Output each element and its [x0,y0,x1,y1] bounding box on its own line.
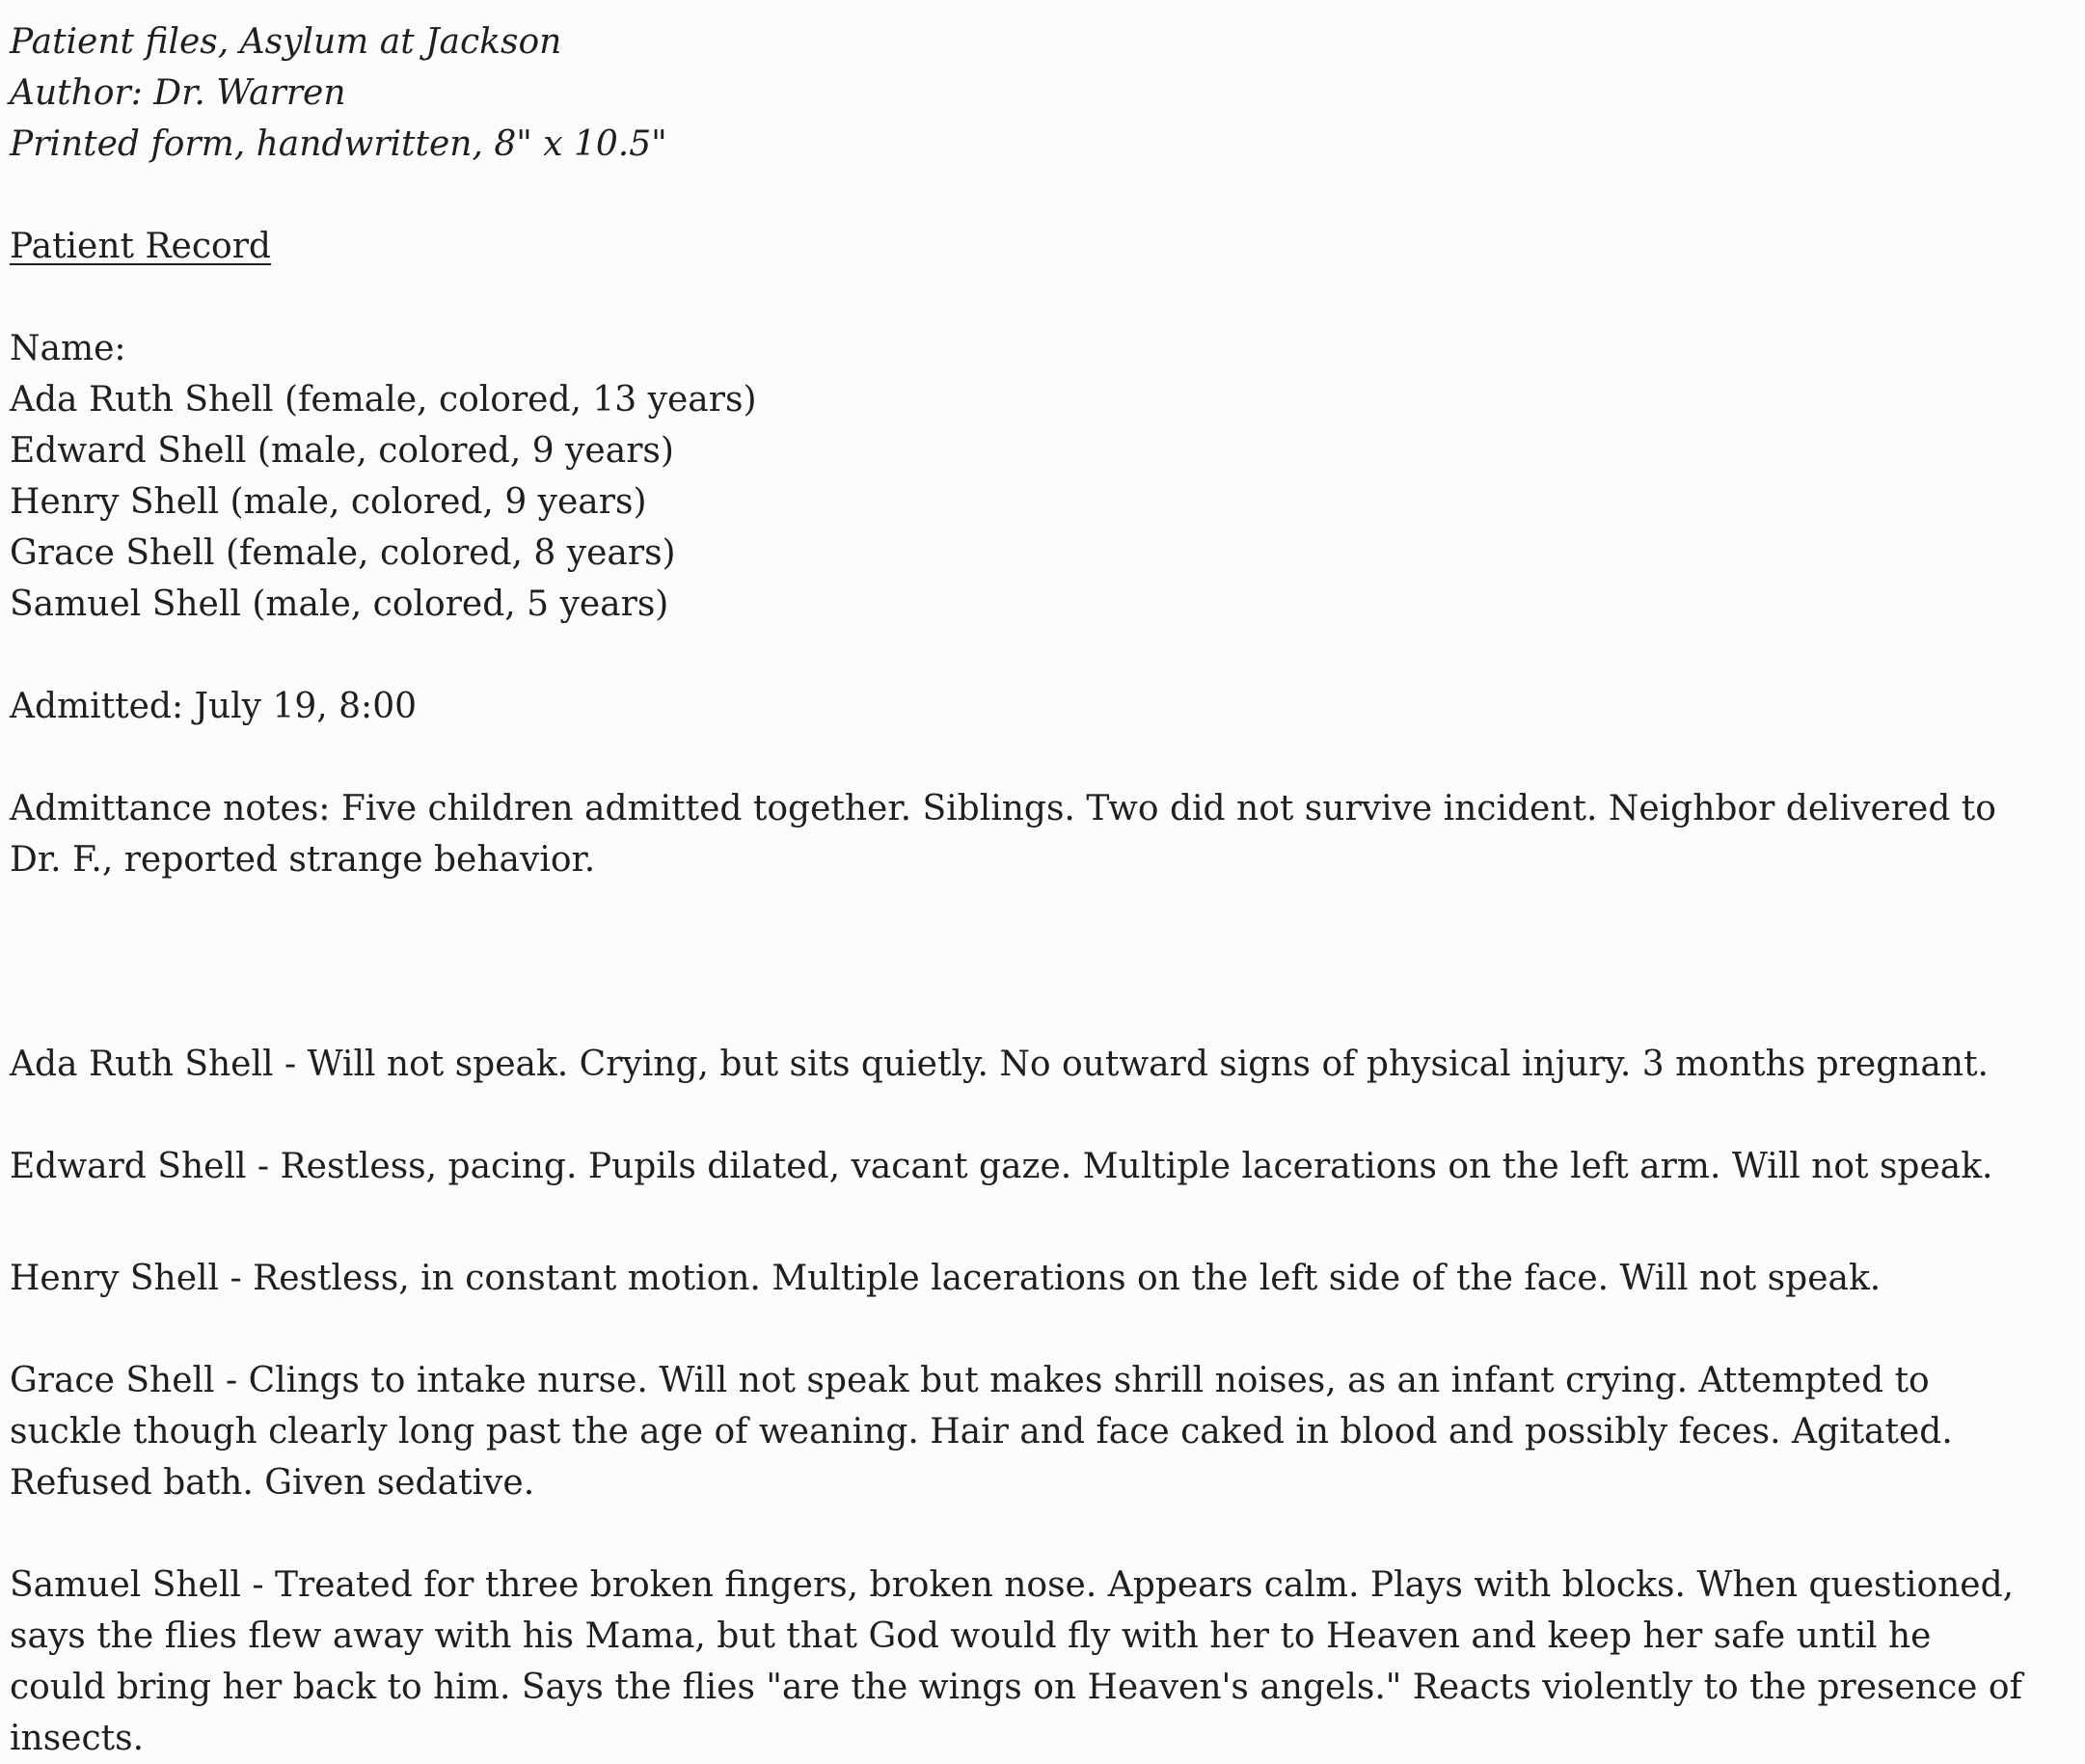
note-samuel: could bring her back to him. Says the flies "are the wings on Heaven's angels." Reacts violently to the presence of [10,1668,2022,1707]
note-samuel: says the flies flew away with his Mama, but that God would fly with her to Heaven and keep her safe until he [10,1616,1932,1656]
header-format: Printed form, handwritten, 8" x 10.5" [10,124,667,164]
name-label: Name: [10,329,126,368]
note-grace: Grace Shell - Clings to intake nurse. Will not speak but makes shrill noises, as an infant crying. Attempted to [10,1361,1930,1400]
note-grace: Refused bath. Given sedative. [10,1463,535,1503]
name-entry: Henry Shell (male, colored, 9 years) [10,482,647,522]
admitted-line: Admitted: July 19, 8:00 [10,687,417,726]
note-ada: Ada Ruth Shell - Will not speak. Crying, but sits quietly. No outward signs of physical injury. 3 months pregnant. [10,1045,1989,1084]
admittance-notes: Dr. F., reported strange behavior. [10,840,596,880]
record-title [10,221,271,272]
note-henry: Henry Shell - Restless, in constant motion. Multiple lacerations on the left side of the face. Will not speak. [10,1259,1882,1298]
name-entry: Samuel Shell (male, colored, 5 years) [10,584,669,624]
note-grace: suckle though clearly long past the age of weaning. Hair and face caked in blood and possibly feces. Agitated. [10,1412,1953,1452]
record-title-text: Patient Record [10,227,271,266]
note-samuel: Samuel Shell - Treated for three broken fingers, broken nose. Appears calm. Plays with blocks. When questioned, [10,1565,2015,1605]
header-source: Patient files, Asylum at Jackson [10,22,562,62]
header-author: Author: Dr. Warren [10,73,346,113]
name-entry: Edward Shell (male, colored, 9 years) [10,431,674,471]
name-entry: Grace Shell (female, colored, 8 years) [10,533,676,573]
note-samuel: insects. [10,1719,145,1758]
note-edward: Edward Shell - Restless, pacing. Pupils dilated, vacant gaze. Multiple lacerations on the left arm. Will not speak. [10,1147,1993,1186]
name-entry: Ada Ruth Shell (female, colored, 13 years) [10,380,757,420]
admittance-notes: Admittance notes: Five children admitted together. Siblings. Two did not survive incident. Neighbor delivered to [10,789,1996,828]
